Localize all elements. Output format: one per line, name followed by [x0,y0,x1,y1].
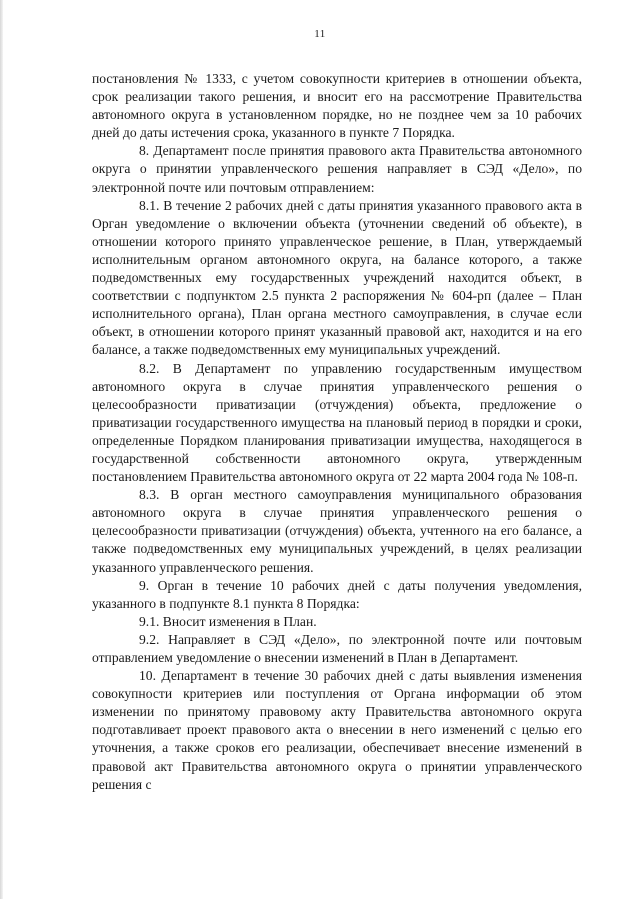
document-body [92,70,582,794]
paragraph-item-9-1: 9.1. Вносит изменения в План. [139,613,317,629]
page-number: 11 [314,28,326,40]
paragraph-item-10: 10. Департамент в течение 30 рабочих дней с даты выявления изменения совокупности критериев или поступления от Органа информации об этом изменении по принятому правовому акту Правительства автономного округа подготавливает проект правового акта о внесении в него изменений с целью его уточнения, а также сроков его реализации, обеспечивает внесение изменений в правовой акт Правительства автономного округа о принятии управленческого решения с [92,668,582,792]
paragraph-item-8: 8. Департамент после принятия правового акта Правительства автономного округа о принятии управленческого решения направляет в СЭД «Дело», по электронной почте или почтовым отправлением: [92,143,582,195]
paragraph-item-8-3: 8.3. В орган местного самоуправления муниципального образования автономного округа в случае принятия управленческого решения о целесообразности приватизации (отчуждения) объекта, учтенного на его балансе, а также подведомственных ему муниципальных учреждений, в целях реализации указанного управленческого решения. [92,487,582,575]
paragraph-continuation: постановления № 1333, с учетом совокупности критериев в отношении объекта, срок реализации такого решения, и вносит его на рассмотрение Правительства автономного округа в установленном порядке, но не позднее чем за 10 рабочих дней до даты истечения срока, указанного в пункте 7 Порядка. [92,71,582,141]
page-edge [0,0,3,899]
paragraph-item-8-2: 8.2. В Департамент по управлению государственным имуществом автономного округа в случае принятия управленческого решения о целесообразности приватизации (отчуждения) объекта, предложение о приватизации государственного имущества на плановый период в порядки и сроки, определенные Порядком планирования приватизации имущества, находящегося в государственной собственности автономного округа, утвержденным постановлением Правительства автономного округа от 22 марта 2004 года № 108-п. [92,360,582,485]
paragraph-item-9-2: 9.2. Направляет в СЭД «Дело», по электронной почте или почтовым отправлением уведомление о внесении изменений в План в Департамент. [92,631,582,665]
paragraph-item-8-1: 8.1. В течение 2 рабочих дней с даты принятия указанного правового акта в Орган уведомление о включении объекта (уточнении сведений об объекте), в отношении которого принято управленческое решение, в План, утверждаемый исполнительным органом автономного округа, на балансе которого, а также подведомственных ему государственных учреждений находится объект, в соответствии с подпунктом 2.5 пункта 2 распоряжения № 604-рп (далее – План исполнительного органа), План органа местного самоуправления, в случае если объект, в отношении которого принят указанный правовой акт, находится и на его балансе, а также подведомственных ему муниципальных учреждений. [92,197,582,358]
paragraph-item-9: 9. Орган в течение 10 рабочих дней с даты получения уведомления, указанного в подпункте 8.1 пункта 8 Порядка: [92,577,582,611]
